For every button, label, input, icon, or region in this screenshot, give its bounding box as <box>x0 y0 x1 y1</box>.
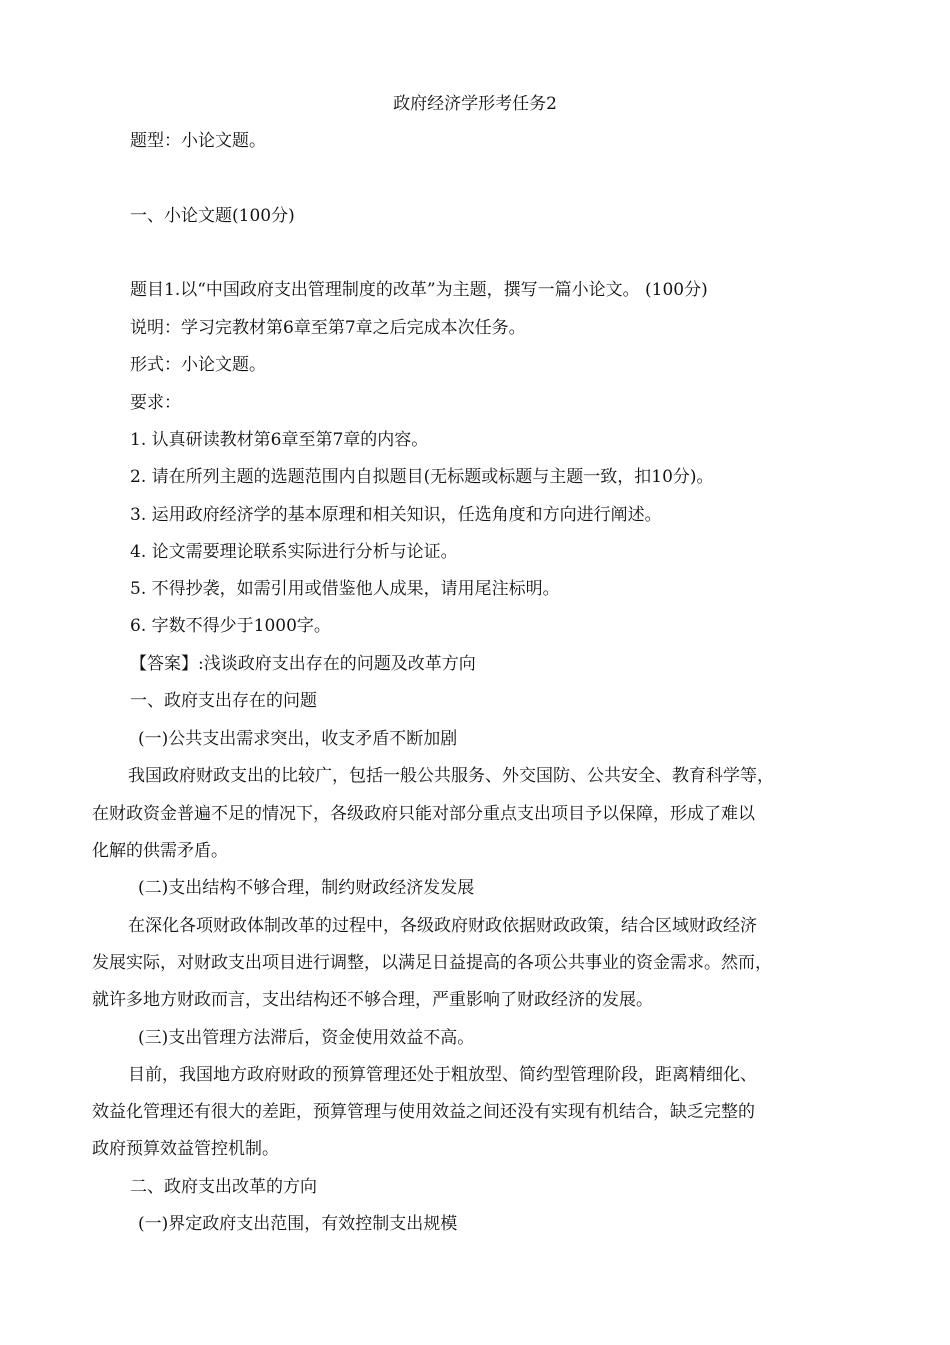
requirement-item: 4. 论文需要理论联系实际进行分析与论证。 <box>130 542 458 562</box>
requirement-item: 5. 不得抄袭，如需引用或借鉴他人成果，请用尾注标明。 <box>130 579 560 599</box>
answer-title: 【答案】:浅谈政府支出存在的问题及改革方向 <box>130 654 476 674</box>
requirement-item: 1. 认真研读教材第6章至第7章的内容。 <box>130 430 429 450</box>
paragraph-line: 目前，我国地方政府财政的预算管理还处于粗放型、简约型管理阶段，距离精细化、 <box>128 1065 757 1085</box>
requirement-item: 3. 运用政府经济学的基本原理和相关知识，任选角度和方向进行阐述。 <box>130 505 662 525</box>
part1-heading: 一、政府支出存在的问题 <box>130 691 317 711</box>
paragraph-line: 就许多地方财政而言，支出结构还不够合理，严重影响了财政经济的发展。 <box>92 990 653 1010</box>
paragraph-line: 我国政府财政支出的比较广，包括一般公共服务、外交国防、公共安全、教育科学等， <box>128 766 774 786</box>
paragraph-line: 在深化各项财政体制改革的过程中，各级政府财政依据财政政策，结合区域财政经济 <box>128 916 757 936</box>
requirement-item: 2. 请在所列主题的选题范围内自拟题目(无标题或标题与主题一致，扣10分)。 <box>130 467 714 487</box>
question-text: 题目1.以“中国政府支出管理制度的改革”为主题，撰写一篇小论文。 (100分) <box>130 280 708 300</box>
part1-subheading-1: (一)公共支出需求突出，收支矛盾不断加剧 <box>138 729 458 749</box>
question-type: 题型：小论文题。 <box>130 131 266 151</box>
document-title: 政府经济学形考任务2 <box>393 94 557 114</box>
paragraph-line: 化解的供需矛盾。 <box>92 841 228 861</box>
paragraph-line: 在财政资金普遍不足的情况下，各级政府只能对部分重点支出项目予以保障，形成了难以 <box>92 804 755 824</box>
requirement-item: 6. 字数不得少于1000字。 <box>130 616 331 636</box>
paragraph-line: 政府预算效益管控机制。 <box>92 1139 279 1159</box>
part1-subheading-3: (三)支出管理方法滞后，资金使用效益不高。 <box>138 1028 475 1048</box>
part1-subheading-2: (二)支出结构不够合理，制约财政经济发发展 <box>138 878 475 898</box>
paragraph-line: 效益化管理还有很大的差距，预算管理与使用效益之间还没有实现有机结合，缺乏完整的 <box>92 1102 755 1122</box>
paragraph-line: 发展实际，对财政支出项目进行调整，以满足日益提高的各项公共事业的资金需求。然而， <box>92 953 772 973</box>
part2-subheading-1: (一)界定政府支出范围，有效控制支出规模 <box>138 1214 458 1234</box>
requirements-label: 要求： <box>130 393 181 413</box>
task-form: 形式：小论文题。 <box>130 355 266 375</box>
part2-heading: 二、政府支出改革的方向 <box>130 1177 317 1197</box>
task-note: 说明：学习完教材第6章至第7章之后完成本次任务。 <box>130 318 526 338</box>
section-heading: 一、小论文题(100分) <box>130 206 295 226</box>
